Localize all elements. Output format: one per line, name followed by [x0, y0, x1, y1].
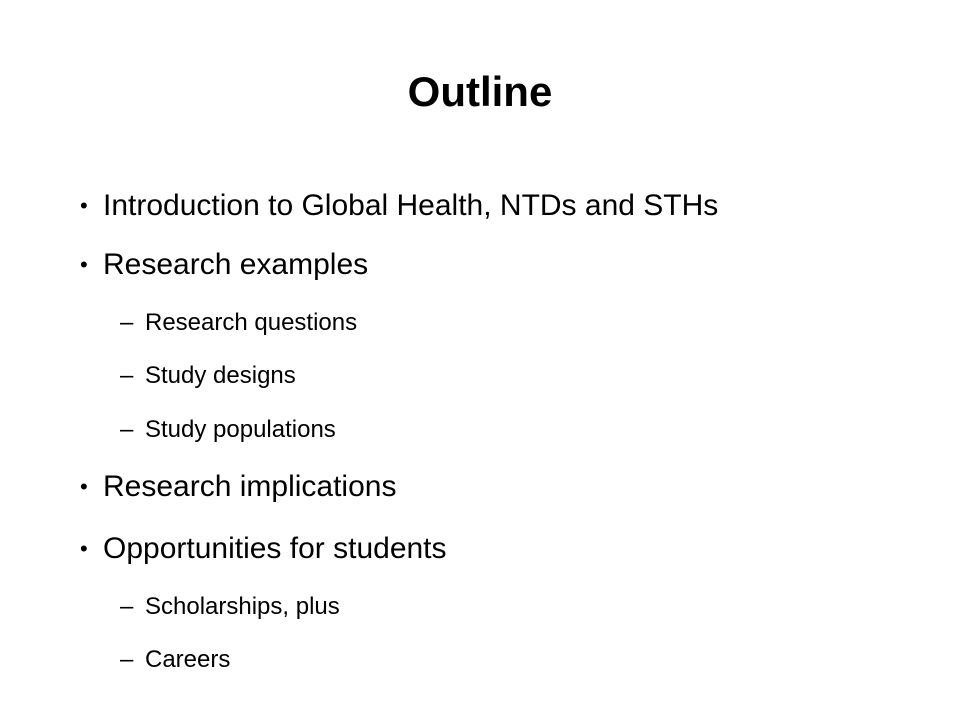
bullet-text: Research implications	[103, 470, 397, 503]
bullet-text: Opportunities for students	[103, 532, 447, 565]
sub-bullet-marker: –	[120, 309, 134, 336]
bullet-marker: •	[80, 474, 88, 499]
sub-bullet-text: Study designs	[145, 362, 296, 389]
sub-bullet-marker: –	[120, 646, 134, 673]
bullet-marker: •	[80, 252, 88, 277]
bullet-marker: •	[80, 193, 88, 218]
bullet-text: Research examples	[103, 248, 369, 281]
bullet-text: Introduction to Global Health, NTDs and STHs	[103, 189, 719, 222]
slide-title: Outline	[407, 68, 553, 115]
sub-bullet-text: Scholarships, plus	[145, 593, 340, 620]
bullet-marker: •	[80, 536, 88, 561]
sub-bullet-marker: –	[120, 362, 134, 389]
sub-bullet-marker: –	[120, 593, 134, 620]
sub-bullet-text: Research questions	[145, 309, 358, 336]
sub-bullet-text: Careers	[145, 646, 231, 673]
sub-bullet-text: Study populations	[145, 416, 336, 443]
sub-bullet-marker: –	[120, 416, 134, 443]
